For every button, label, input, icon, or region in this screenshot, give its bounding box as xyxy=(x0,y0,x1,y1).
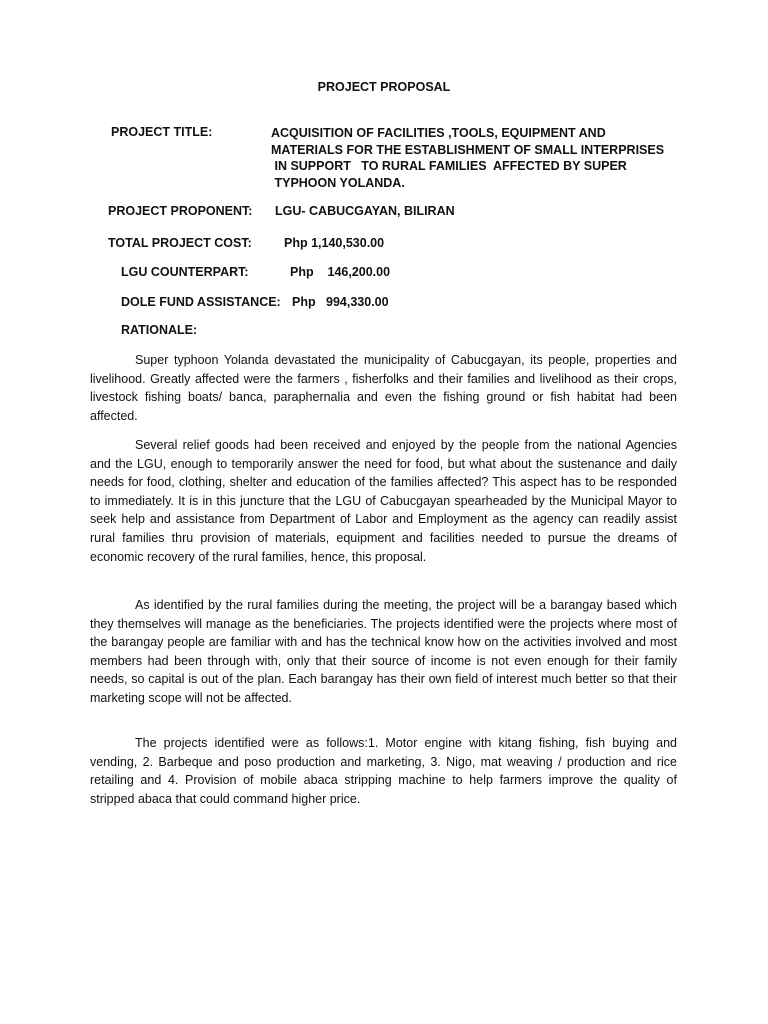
body-paragraph-4: The projects identified were as follows:1. Motor engine with kitang fishing, fish buying and vending, 2. Barbeque and poso production and marketing, 3. Nigo, mat weaving / production and rice retailing and 4. Provision of mobile abaca stripping machine to help farmers improve the quality of stripped abaca that could command higher price. xyxy=(90,736,677,806)
project-title-label: PROJECT TITLE: xyxy=(111,125,213,139)
project-title-value xyxy=(271,125,664,191)
dole-fund-label: DOLE FUND ASSISTANCE: xyxy=(121,295,281,309)
proponent-label: PROJECT PROPONENT: xyxy=(108,204,253,218)
body-paragraph-1: Super typhoon Yolanda devastated the municipality of Cabucgayan, its people, properties and livelihood. Greatly affected were the farmers , fisherfolks and their families and livelihood as their crops, livestock fishing boats/ banca, paraphernalia and even the fishing ground or fish habitat had been affected. xyxy=(90,353,677,423)
project-title-line: TYPHOON YOLANDA. xyxy=(271,175,405,190)
project-title-line: ACQUISITION OF FACILITIES ,TOOLS, EQUIPMENT AND xyxy=(271,126,606,140)
lgu-counterpart-value: Php 146,200.00 xyxy=(290,265,391,279)
dole-fund-value: Php 994,330.00 xyxy=(292,295,389,309)
proponent-value: LGU- CABUCGAYAN, BILIRAN xyxy=(275,204,455,218)
body-paragraph-2: Several relief goods had been received and enjoyed by the people from the national Agencies and the LGU, enough to temporarily answer the need for food, but what about the sustenance and daily needs for food, clothing, shelter and education of the families affected? This aspect has to be responded to immediately. It is in this juncture that the LGU of Cabucgayan spearheaded by the Municipal Mayor to seek help and assistance from Department of Labor and Employment as the agency can readily assist rural families thru provision of materials, equipment and facilities needed to pursue the dreams of economic recovery of the rural families, hence, this proposal. xyxy=(90,438,677,564)
project-title-line: MATERIALS FOR THE ESTABLISHMENT OF SMALL INTERPRISES xyxy=(271,142,665,157)
project-title-line: IN SUPPORT TO RURAL FAMILIES AFFECTED BY SUPER xyxy=(271,159,627,173)
document-heading: PROJECT PROPOSAL xyxy=(317,80,451,94)
lgu-counterpart-label: LGU COUNTERPART: xyxy=(121,265,249,279)
total-cost-value: Php 1,140,530.00 xyxy=(284,236,385,250)
body-paragraph-3: As identified by the rural families during the meeting, the project will be a barangay based which they themselves will manage as the beneficiaries. The projects identified were the projects where most of the barangay people are familiar with and has the technical know how on the activities involved and most members had been through with, only that their source of income is not even enough for their family needs, so capital is out of the plan. Each barangay has their own field of interest much better so that their marketing scope will not be affected. xyxy=(90,598,677,705)
rationale-label: RATIONALE: xyxy=(121,323,198,337)
total-cost-label: TOTAL PROJECT COST: xyxy=(108,236,252,250)
